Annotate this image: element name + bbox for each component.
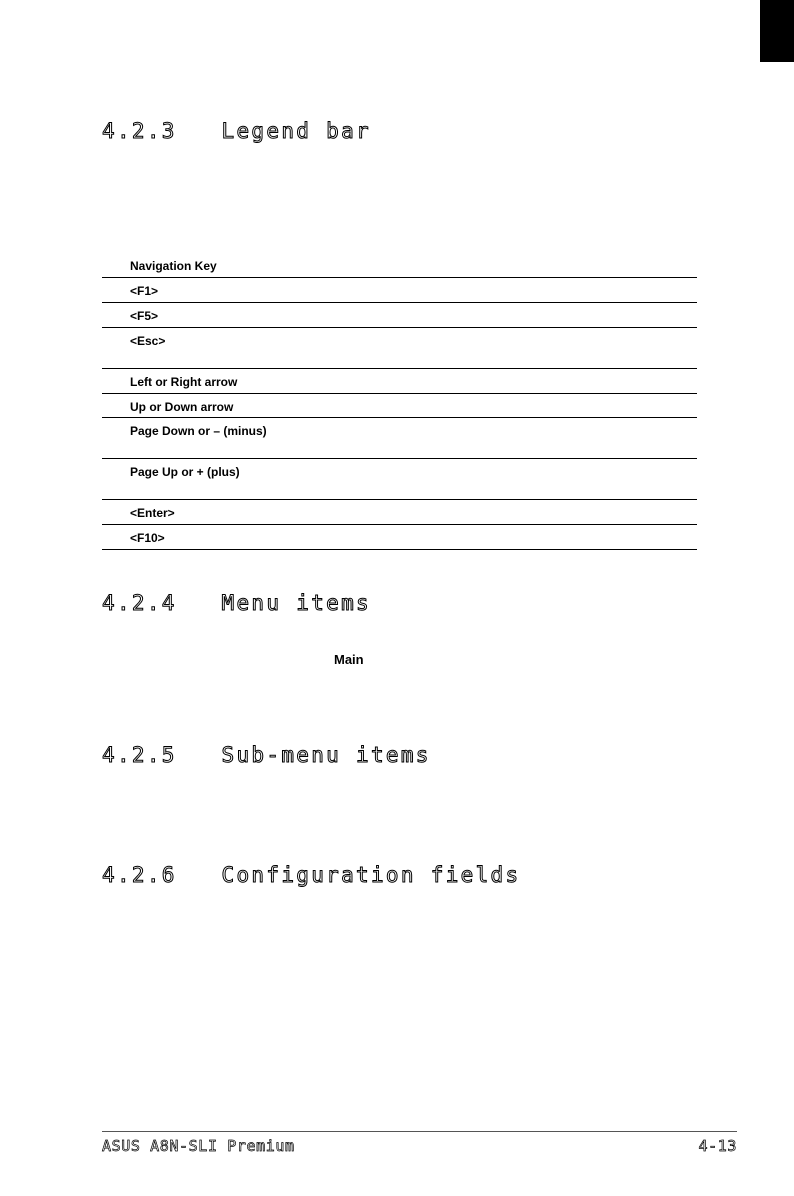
nav-key: <Enter> (130, 506, 175, 520)
nav-key: Page Down or – (minus) (130, 424, 267, 438)
chapter-tab (760, 0, 794, 62)
nav-key: <Esc> (130, 334, 166, 348)
main-menu-reference: Main (334, 652, 364, 667)
nav-key: Left or Right arrow (130, 375, 238, 389)
footer-product-name: ASUS A8N-SLI Premium (102, 1137, 295, 1155)
nav-key: Page Up or + (plus) (130, 465, 240, 479)
footer-divider (102, 1131, 737, 1132)
table-row (102, 278, 697, 302)
nav-key: <F1> (130, 284, 159, 298)
legend-header-row (102, 255, 697, 277)
table-row (102, 500, 697, 524)
table-row (102, 525, 697, 549)
table-row (102, 303, 697, 327)
heading-menu-items: 4.2.4 Menu items (102, 591, 371, 615)
table-row (102, 328, 697, 368)
legend-header-label: Navigation Key (130, 259, 217, 273)
heading-config-fields: 4.2.6 Configuration fields (102, 863, 521, 887)
footer-page-number: 4-13 (698, 1137, 737, 1155)
nav-key: Up or Down arrow (130, 400, 234, 414)
legend-table (102, 255, 697, 550)
heading-submenu-items: 4.2.5 Sub-menu items (102, 743, 431, 767)
table-row (102, 418, 697, 458)
table-row (102, 459, 697, 499)
nav-key: <F10> (130, 531, 165, 545)
nav-key: <F5> (130, 309, 159, 323)
heading-legend-bar: 4.2.3 Legend bar (102, 119, 371, 143)
table-rule (102, 549, 697, 550)
table-row (102, 394, 697, 417)
table-row (102, 369, 697, 393)
